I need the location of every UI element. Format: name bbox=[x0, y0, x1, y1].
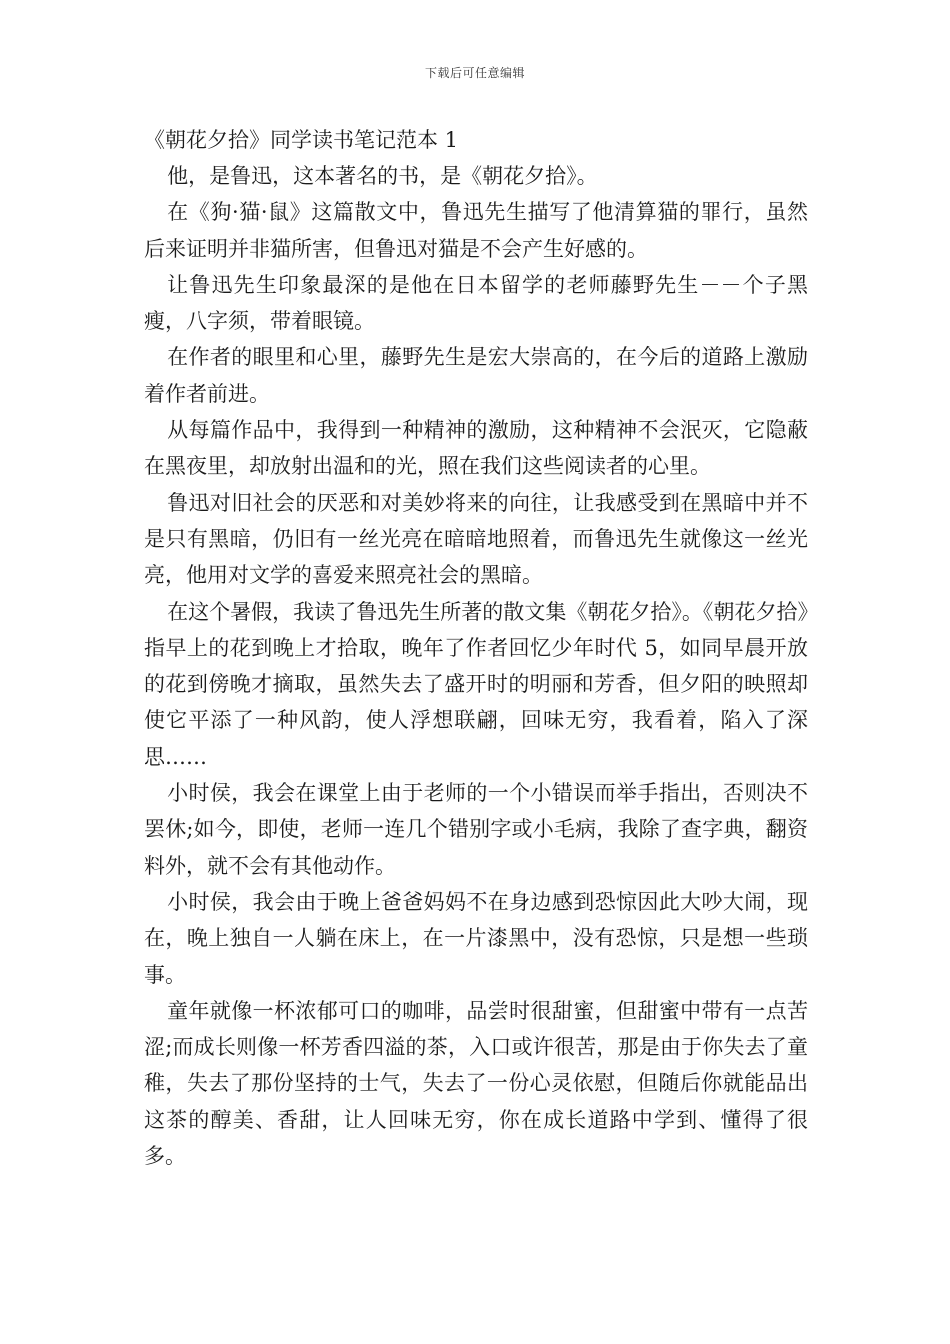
document-title: 《朝花夕拾》同学读书笔记范本 1 bbox=[144, 128, 459, 152]
paragraph: 小时侯，我会由于晚上爸爸妈妈不在身边感到恐惊因此大吵大闹，现在，晚上独自一人躺在床上，在一片漆黑中，没有恐惊，只是想一些琐事。 bbox=[144, 889, 808, 987]
document-body bbox=[144, 122, 808, 1174]
page-header: 下载后可任意编辑 bbox=[424, 66, 525, 80]
paragraph: 在这个暑假，我读了鲁迅先生所著的散文集《朝花夕拾》。《朝花夕拾》指早上的花到晚上才拾取，晚年了作者回忆少年时代 5，如同早晨开放的花到傍晚才摘取，虽然失去了盛开时的明丽和芳香，但夕阳的映照却使它平添了一种风韵，使人浮想联翩，回味无穷，我看着，陷入了深思…… bbox=[144, 599, 808, 769]
paragraph: 他，是鲁迅，这本著名的书，是《朝花夕拾》。 bbox=[167, 164, 598, 188]
paragraph: 从每篇作品中，我得到一种精神的激励，这种精神不会泯灭，它隐蔽在黑夜里，却放射出温和的光，照在我们这些阅读者的心里。 bbox=[144, 418, 808, 479]
paragraph: 鲁迅对旧社会的厌恶和对美妙将来的向往，让我感受到在黑暗中并不是只有黑暗，仍旧有一丝光亮在暗暗地照着，而鲁迅先生就像这一丝光亮，他用对文学的喜爱来照亮社会的黑暗。 bbox=[144, 490, 808, 588]
paragraph: 在作者的眼里和心里，藤野先生是宏大崇高的，在今后的道路上激励着作者前进。 bbox=[144, 345, 808, 406]
paragraph: 让鲁迅先生印象最深的是他在日本留学的老师藤野先生－－个子黑瘦，八字须，带着眼镜。 bbox=[144, 272, 808, 334]
paragraph: 小时侯，我会在课堂上由于老师的一个小错误而举手指出，否则决不罢休;如今，即使，老师一连几个错别字或小毛病，我除了查字典，翻资料外，就不会有其他动作。 bbox=[144, 781, 808, 878]
paragraph: 在《狗·猫·鼠》这篇散文中，鲁迅先生描写了他清算猫的罪行，虽然后来证明并非猫所害，但鲁迅对猫是不会产生好感的。 bbox=[144, 200, 808, 261]
paragraph: 童年就像一杯浓郁可口的咖啡，品尝时很甜蜜，但甜蜜中带有一点苦涩;而成长则像一杯芳香四溢的茶，入口或许很苦，那是由于你失去了童稚，失去了那份坚持的士气，失去了一份心灵依慰，但随后你就能品出这茶的醇美、香甜，让人回味无穷，你在成长道路中学到、懂得了很多。 bbox=[144, 998, 808, 1169]
